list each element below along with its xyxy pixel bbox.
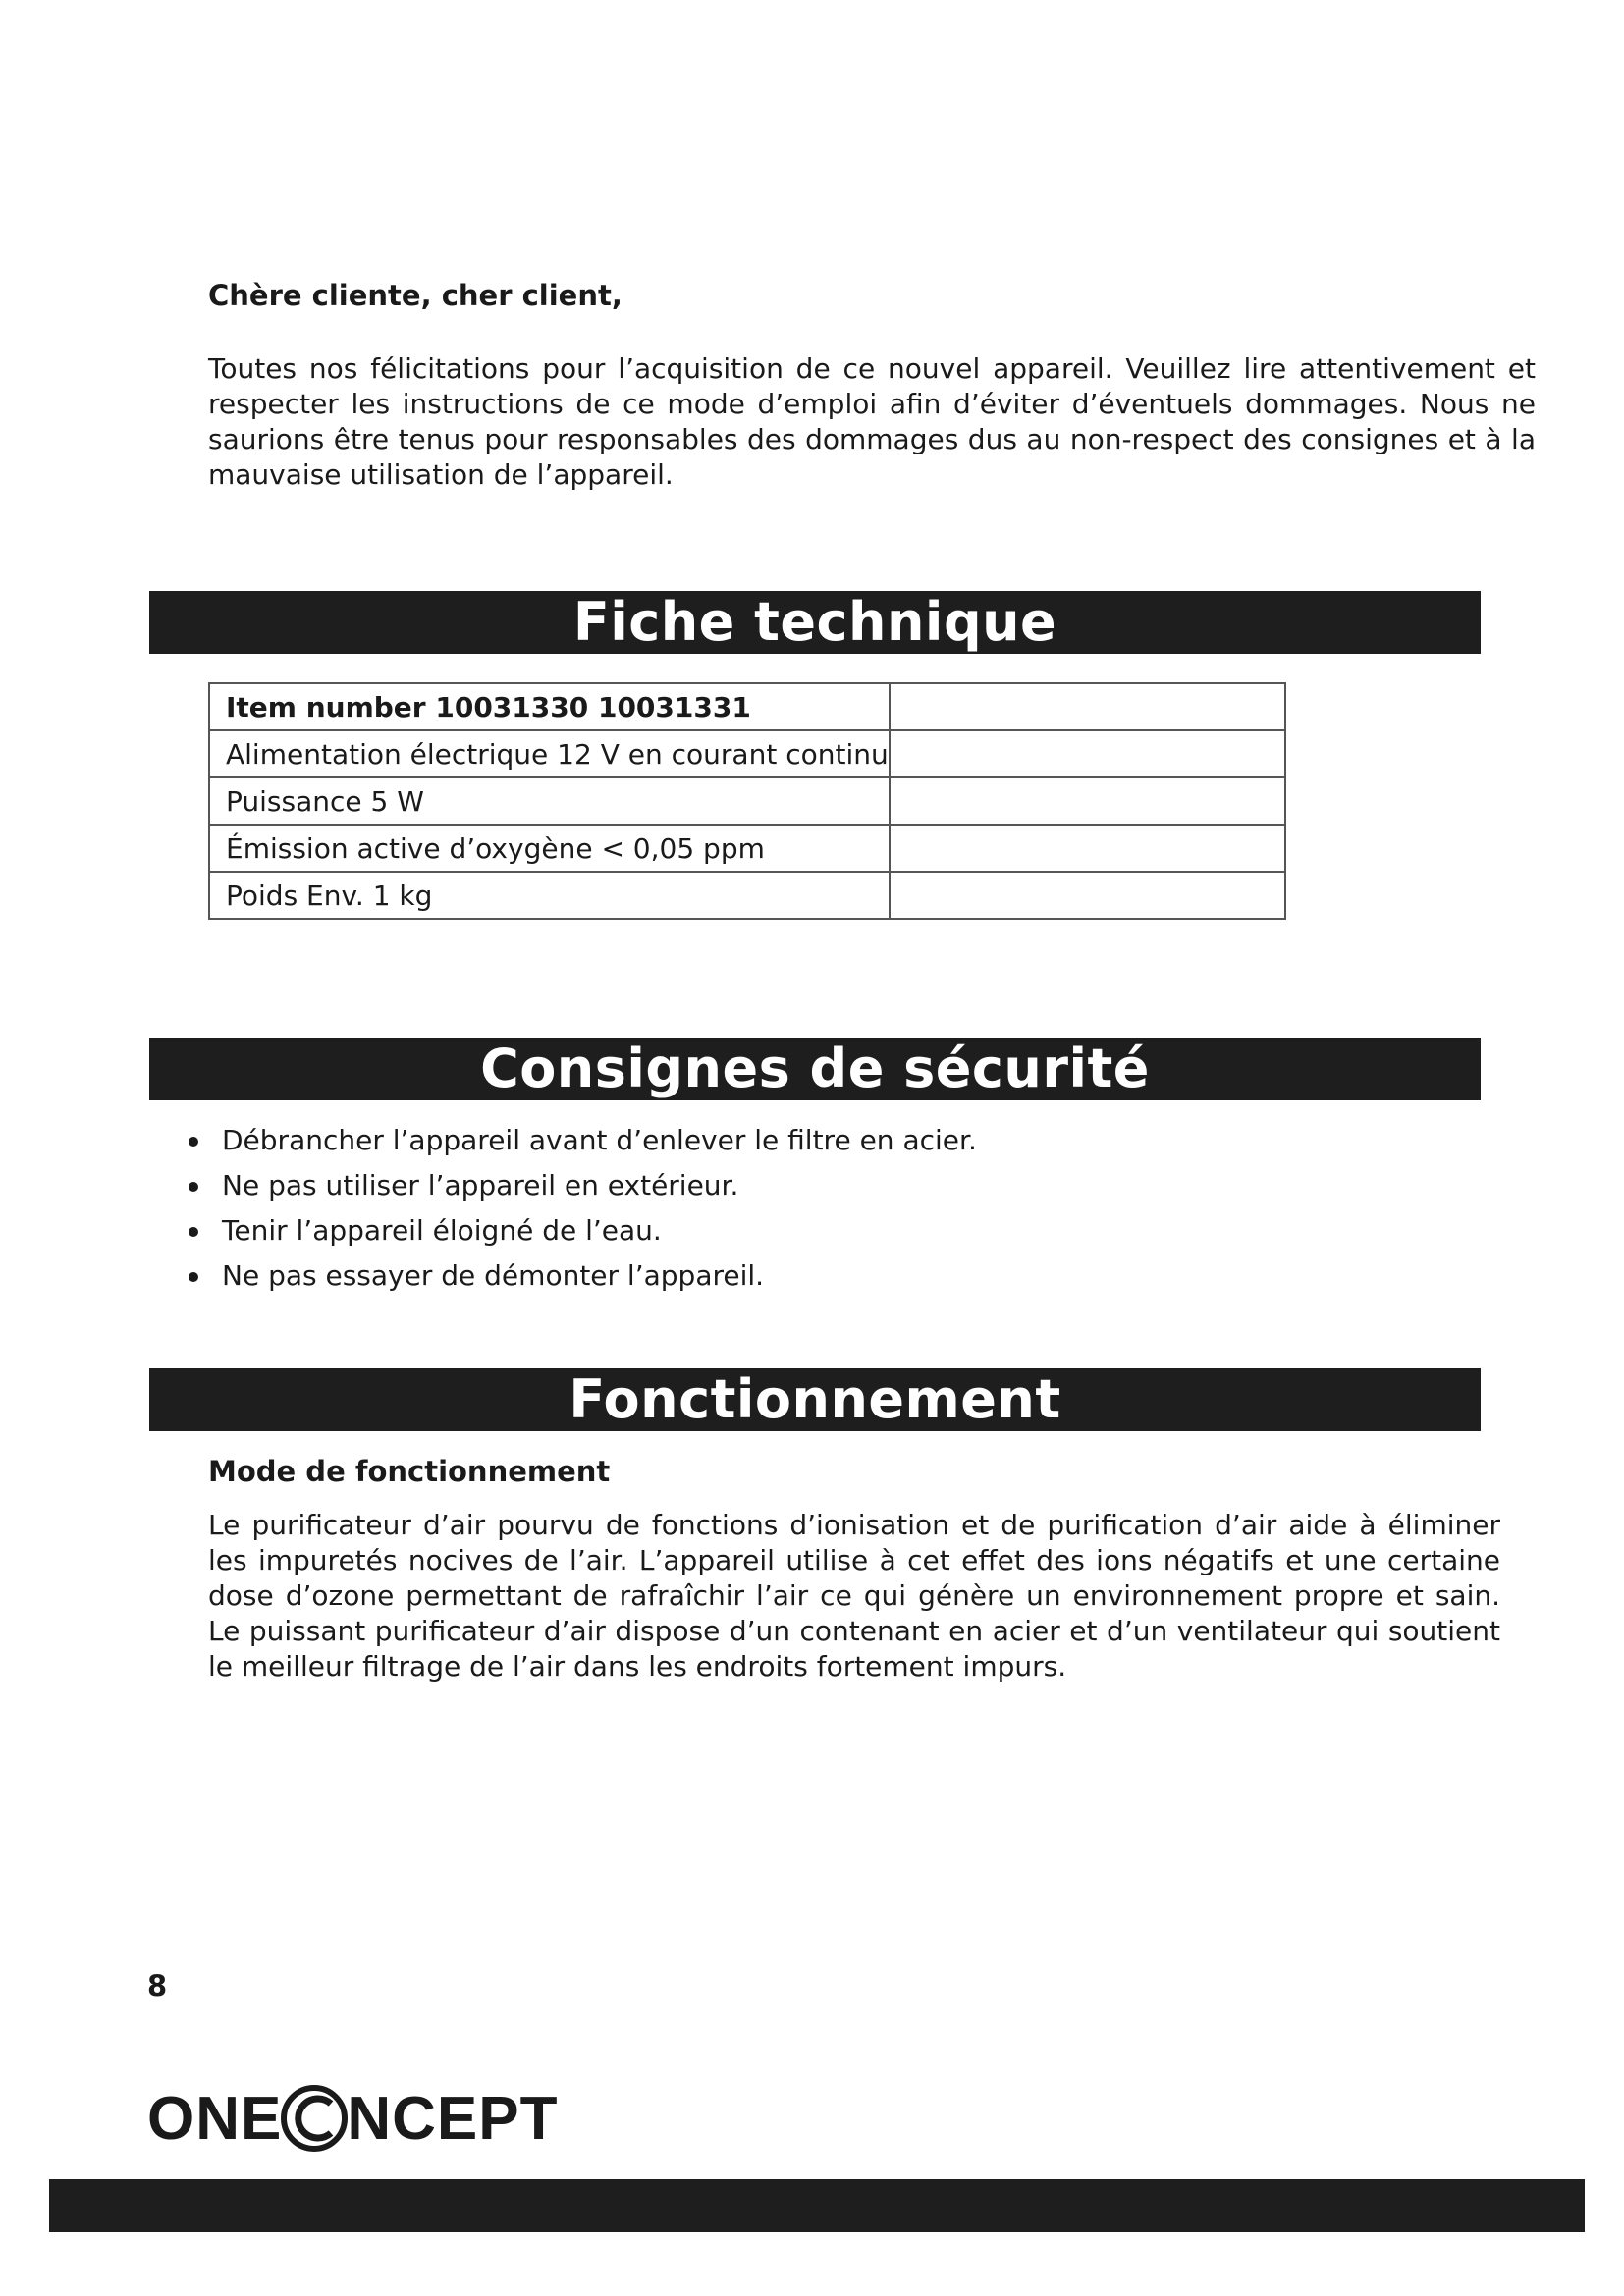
table-row [209, 872, 1285, 919]
spec-power-supply: Alimentation électrique 12 V en courant continu [226, 737, 889, 771]
list-item [185, 1256, 977, 1302]
list-item [185, 1121, 977, 1166]
bullet-icon [189, 1137, 198, 1147]
table-cell [209, 683, 890, 730]
table-cell [890, 777, 1285, 825]
operation-paragraph: Le purificateur d’air pourvu de fonctions d’ionisation et de purification d’air aide à éliminer les impuretés nocives de l’air. L’appareil utilise à cet effet des ions négatifs et une certaine dose d’ozone permettant de rafraîchir l’air ce qui génère un environnement propre et sain. Le puissant purificateur d’air dispose d’un contenant en acier et d’un ventilateur qui soutient le meilleur filtrage de l’air dans les endroits fortement impurs. [208, 1509, 1500, 1682]
table-row [209, 825, 1285, 872]
table-cell [209, 730, 890, 777]
section-title-fiche-technique: Fiche technique [149, 591, 1481, 654]
safety-item-text: Tenir l’appareil éloigné de l’eau. [222, 1214, 662, 1247]
section-title-consignes: Consignes de sécurité [149, 1038, 1481, 1100]
page-number: 8 [147, 1969, 168, 2002]
safety-list [185, 1121, 977, 1302]
table-cell [890, 825, 1285, 872]
table-cell [209, 825, 890, 872]
table-cell [209, 872, 890, 919]
spec-item-number: Item number 10031330 10031331 [226, 690, 751, 723]
logo-c-mark-icon [280, 2082, 349, 2155]
table-cell [209, 777, 890, 825]
list-item [185, 1211, 977, 1256]
safety-item-text: Ne pas utiliser l’appareil en extérieur. [222, 1169, 739, 1201]
table-cell [890, 872, 1285, 919]
spec-weight: Poids Env. 1 kg [226, 879, 433, 912]
logo-text-right: NCEPT [347, 2084, 559, 2153]
table-row [209, 777, 1285, 825]
logo-text-left: ONE [147, 2084, 283, 2153]
list-item [185, 1166, 977, 1211]
subsection-title: Mode de fonctionnement [208, 1455, 611, 1488]
safety-item-text: Débrancher l’appareil avant d’enlever le filtre en acier. [222, 1124, 977, 1156]
safety-item-text: Ne pas essayer de démonter l’appareil. [222, 1259, 765, 1292]
spec-table [208, 682, 1286, 920]
table-cell [890, 683, 1285, 730]
table-row [209, 683, 1285, 730]
intro-paragraph: Toutes nos félicitations pour l’acquisition de ce nouvel appareil. Veuillez lire attentivement et respecter les instructions de ce mode d’emploi afin d’éviter d’éventuels dommages. Nous ne saurions être tenus pour responsables des dommages dus au non-respect des consignes et à la mauvaise utilisation de l’appareil. [208, 352, 1536, 491]
greeting: Chère cliente, cher client, [208, 279, 623, 312]
table-row [209, 730, 1285, 777]
bullet-icon [189, 1182, 198, 1192]
bullet-icon [189, 1227, 198, 1237]
footer-bar [49, 2179, 1585, 2232]
spec-power: Puissance 5 W [226, 784, 424, 818]
bullet-icon [189, 1272, 198, 1282]
brand-logo [147, 2079, 559, 2158]
table-cell [890, 730, 1285, 777]
section-title-fonctionnement: Fonctionnement [149, 1368, 1481, 1431]
spec-emission: Émission active d’oxygène < 0,05 ppm [226, 831, 765, 865]
